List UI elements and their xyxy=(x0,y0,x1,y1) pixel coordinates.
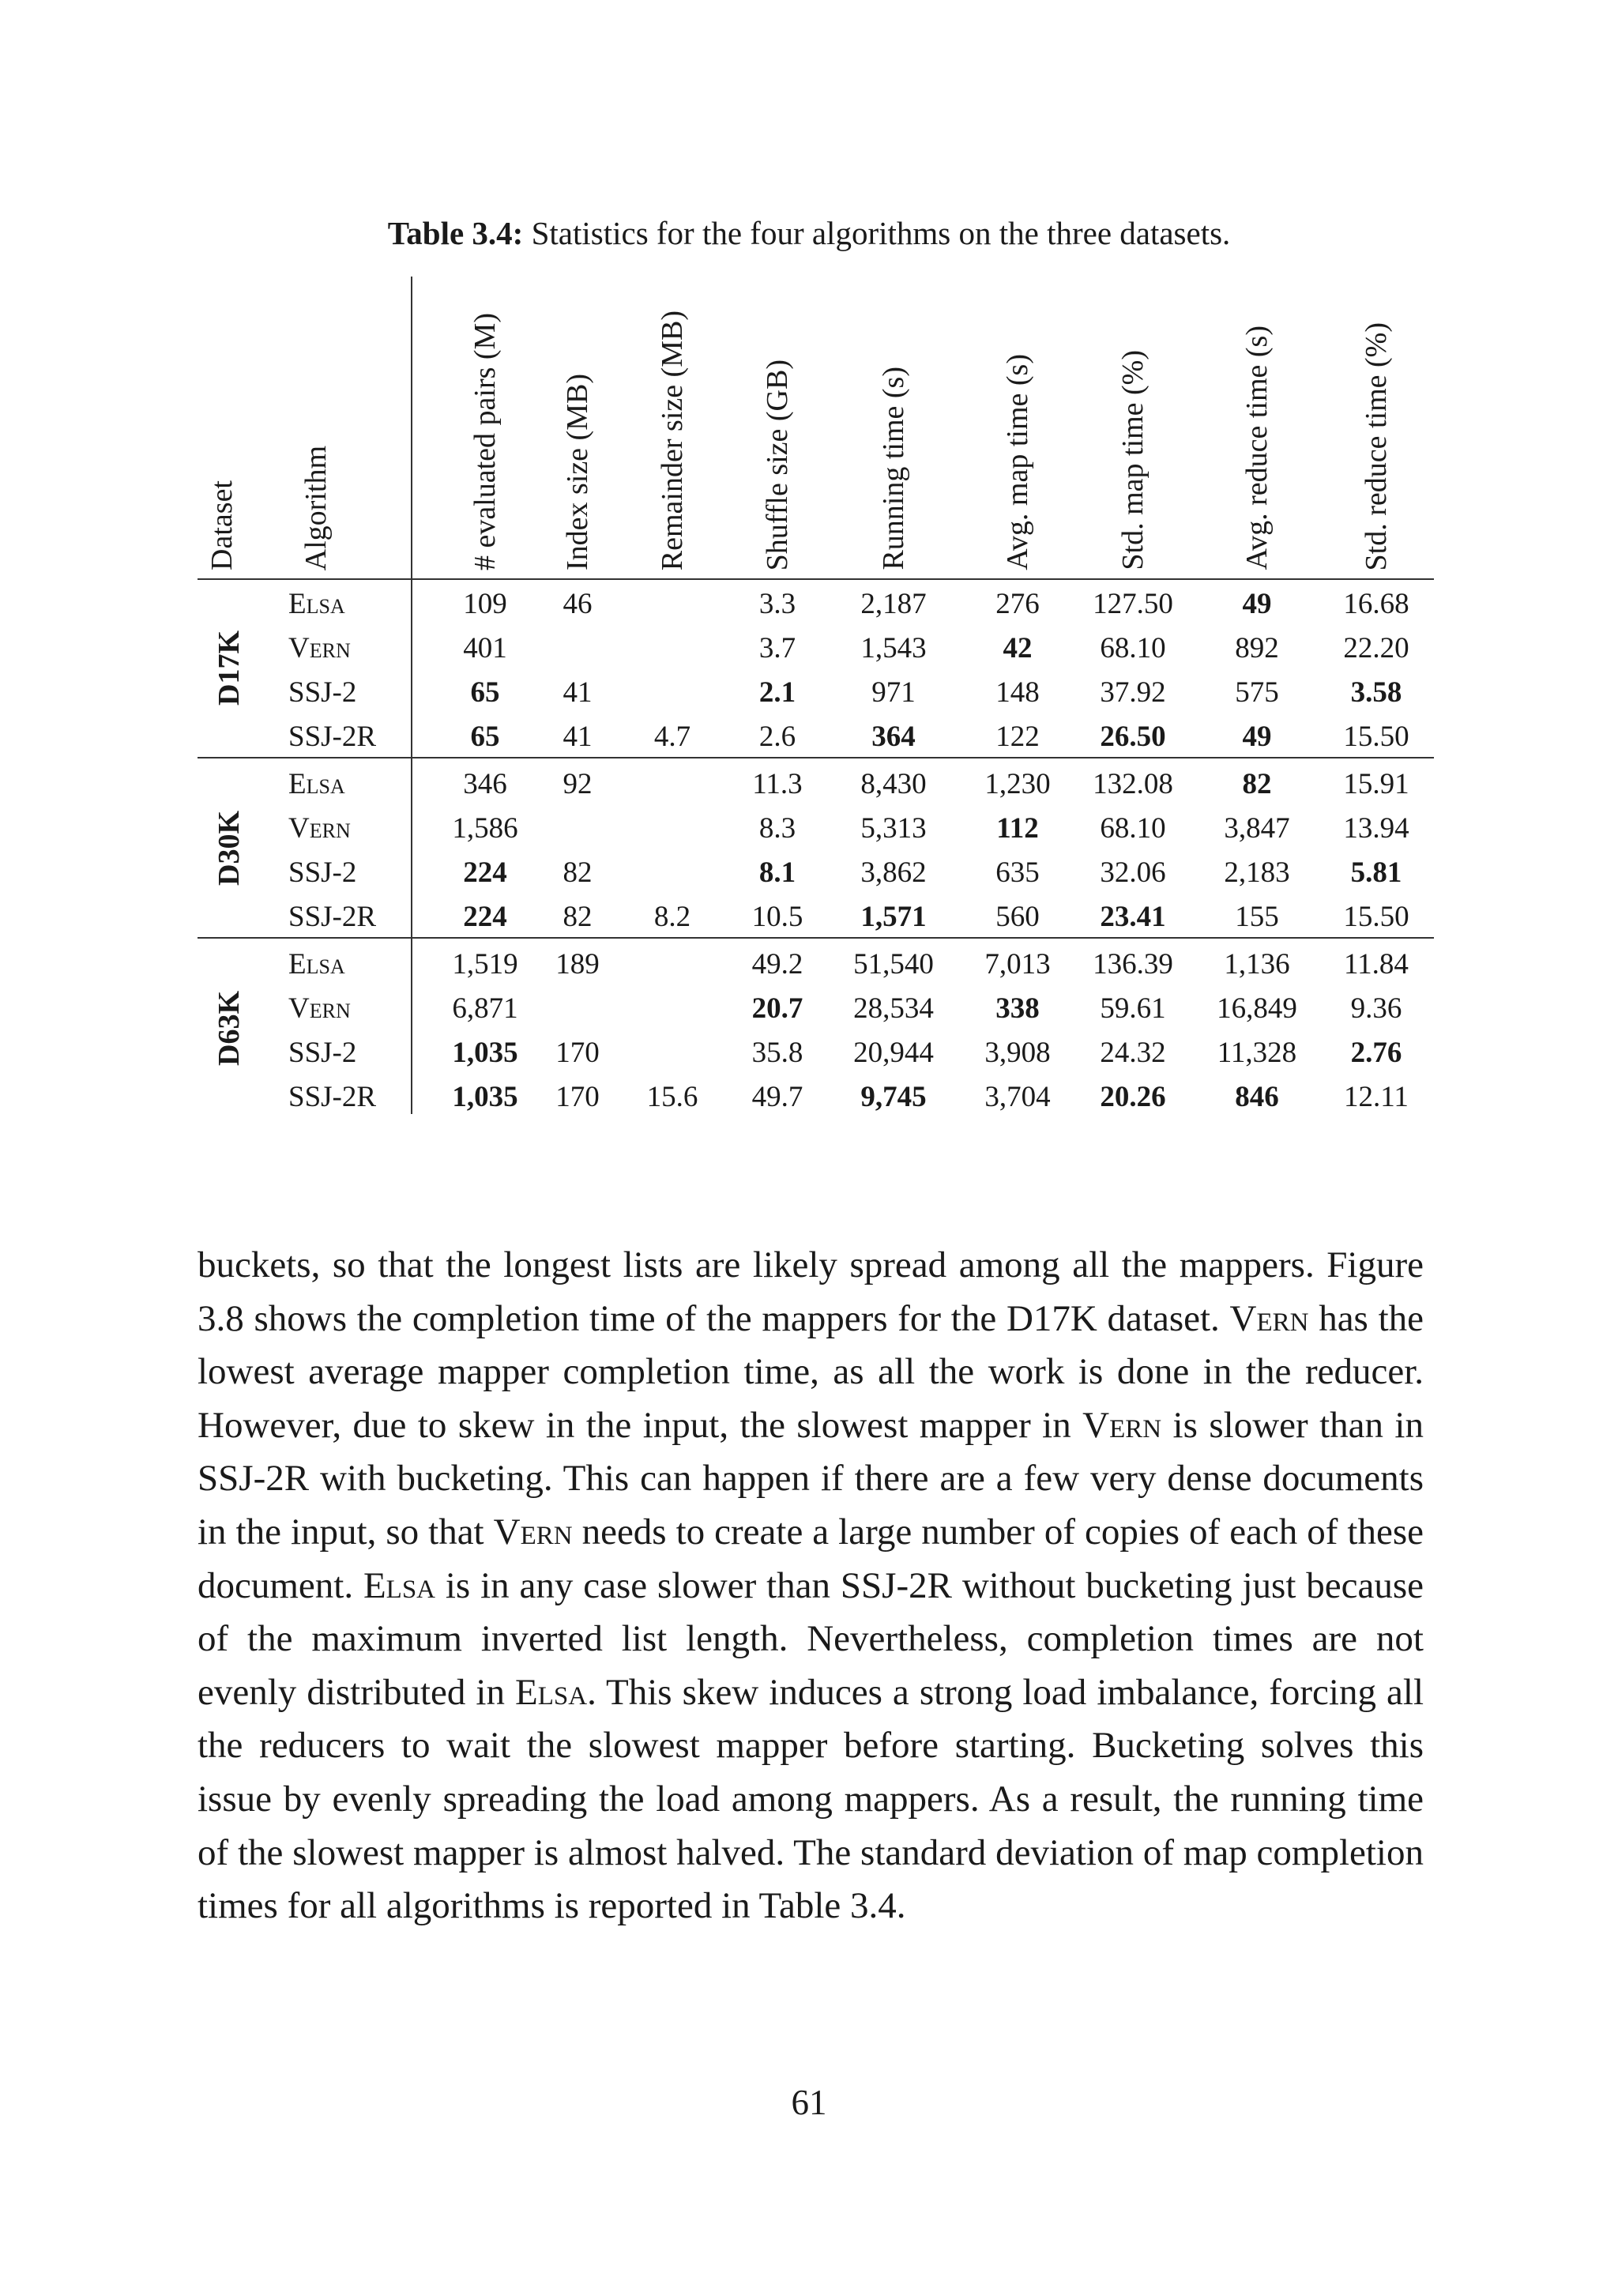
table-cell: 132.08 xyxy=(1093,768,1173,800)
table-cell: 41 xyxy=(563,721,593,753)
table-cell: 46 xyxy=(563,588,593,620)
table-cell: 4.7 xyxy=(653,721,691,753)
table-row xyxy=(198,943,1434,987)
table-row xyxy=(198,582,1434,627)
table-cell: 16,849 xyxy=(1217,992,1297,1025)
table-caption-label: Table 3.4: xyxy=(387,215,524,251)
page-number: 61 xyxy=(791,2083,827,2122)
table-cell: 5.81 xyxy=(1350,856,1402,889)
table-cell: 127.50 xyxy=(1093,588,1173,620)
table-cell: 15.50 xyxy=(1343,901,1409,933)
table-cell: 1,543 xyxy=(860,632,927,664)
table-cell: 49 xyxy=(1242,588,1272,620)
table-cell: 26.50 xyxy=(1100,721,1166,753)
table-cell: 65 xyxy=(470,676,500,709)
table-row xyxy=(198,987,1434,1031)
table-cell: 82 xyxy=(1242,768,1272,800)
table-cell: 20,944 xyxy=(853,1037,934,1069)
table-cell: 6,871 xyxy=(452,992,518,1025)
column-header: # evaluated pairs (M) xyxy=(468,312,502,570)
table-cell: 15.50 xyxy=(1343,721,1409,753)
table-cell: 170 xyxy=(555,1037,600,1069)
table-row xyxy=(198,807,1434,851)
algorithm-cell: SSJ-2R xyxy=(288,721,377,753)
column-header: Dataset xyxy=(205,480,239,570)
table-cell: 28,534 xyxy=(853,992,934,1025)
table-cell: 20.26 xyxy=(1100,1081,1166,1113)
table-header-row xyxy=(198,277,1434,578)
paragraph-text: is in any case slower than SSJ-2R without bucketing just because of the maximum inverted list length. Nevertheless, completion times are not evenly distributed in xyxy=(198,1564,1424,1713)
table-cell: 92 xyxy=(563,768,593,800)
table-cell: 3,862 xyxy=(860,856,927,889)
table-cell: 59.61 xyxy=(1100,992,1166,1025)
column-header: Std. map time (%) xyxy=(1116,350,1150,570)
table-cell xyxy=(617,987,728,1031)
paragraph-text: . This skew induces a strong load imbalance, forcing all the reducers to wait the slowest mapper before starting. Bucketing solves this issue by evenly spreading the load among mappers. As a result, the running time of the slowest mapper is almost halved. The standard deviation of map completion times for all algorithms is reported in Table 3.4. xyxy=(198,1671,1424,1927)
table-caption xyxy=(0,213,1618,253)
table-cell: 635 xyxy=(995,856,1040,889)
table-cell: 1,136 xyxy=(1224,948,1290,981)
table-cell: 65 xyxy=(470,721,500,753)
table-cell: 276 xyxy=(995,588,1040,620)
table-cell: 1,586 xyxy=(452,812,518,845)
algorithm-cell: Elsa xyxy=(288,948,345,981)
table-row xyxy=(198,1031,1434,1075)
table-row xyxy=(198,895,1434,939)
table-cell: 12.11 xyxy=(1344,1081,1409,1113)
table-cell: 37.92 xyxy=(1100,676,1166,709)
table-cell: 9.36 xyxy=(1350,992,1402,1025)
table-cell: 13.94 xyxy=(1343,812,1409,845)
table-cell: 2.6 xyxy=(758,721,796,753)
table-cell: 148 xyxy=(995,676,1040,709)
column-header: Std. reduce time (%) xyxy=(1360,322,1393,570)
algorithm-name: Elsa xyxy=(515,1671,588,1713)
table-cell: 3,704 xyxy=(984,1081,1051,1113)
column-header: Avg. map time (s) xyxy=(1001,354,1034,570)
table-cell: 8.3 xyxy=(758,812,796,845)
table-cell: 82 xyxy=(563,901,593,933)
table-cell: 68.10 xyxy=(1100,812,1166,845)
table-cell: 401 xyxy=(463,632,507,664)
table-row xyxy=(198,762,1434,807)
table-cell: 575 xyxy=(1235,676,1279,709)
algorithm-name: Vern xyxy=(1082,1404,1162,1446)
algorithm-column-rule xyxy=(411,277,412,1114)
table-cell: 8.2 xyxy=(653,901,691,933)
algorithm-cell: SSJ-2R xyxy=(288,901,377,933)
paragraph-text: is slower than in SSJ-2R with bucketing. This can happen if there are a few very dense documents in the input, so that xyxy=(198,1404,1424,1553)
table-cell: 35.8 xyxy=(751,1037,803,1069)
table-cell: 11.84 xyxy=(1344,948,1409,981)
table-cell: 971 xyxy=(871,676,916,709)
table-cell: 16.68 xyxy=(1343,588,1409,620)
column-header: Algorithm xyxy=(299,445,333,570)
table-cell: 5,313 xyxy=(860,812,927,845)
table-cell: 112 xyxy=(996,812,1039,845)
table-cell xyxy=(522,987,633,1031)
paragraph-text: buckets, so that the longest lists are likely spread among all the mappers. Figure 3.8 shows the completion time of the mappers for the D17K dataset. xyxy=(198,1244,1424,1339)
table-cell: 892 xyxy=(1235,632,1279,664)
table-cell: 49.7 xyxy=(751,1081,803,1113)
table-cell: 82 xyxy=(563,856,593,889)
table-row xyxy=(198,715,1434,759)
table-cell: 2,187 xyxy=(860,588,927,620)
table-cell: 32.06 xyxy=(1100,856,1166,889)
table-cell: 346 xyxy=(463,768,507,800)
table-cell: 7,013 xyxy=(984,948,1051,981)
paragraph-text: has the lowest average mapper completion time, as all the work is done in the reducer. However, due to skew in the input, the slowest mapper in xyxy=(198,1297,1424,1446)
table-cell: 189 xyxy=(555,948,600,981)
paragraph-text: needs to create a large number of copies of each of these document. xyxy=(198,1511,1424,1606)
dataset-name: D17K xyxy=(213,630,246,706)
table-cell: 1,035 xyxy=(452,1081,518,1113)
algorithm-name: Elsa xyxy=(363,1564,436,1606)
table-cell: 224 xyxy=(463,856,507,889)
table-cell xyxy=(522,807,633,851)
table-cell: 23.41 xyxy=(1100,901,1166,933)
algorithm-cell: Elsa xyxy=(288,588,345,620)
algorithm-name: Vern xyxy=(1229,1297,1309,1339)
table-cell: 1,571 xyxy=(860,901,927,933)
table-cell: 2.76 xyxy=(1350,1037,1402,1069)
body-paragraph xyxy=(198,1239,1424,1933)
table-cell: 1,035 xyxy=(452,1037,518,1069)
table-body xyxy=(198,578,1434,1117)
algorithm-cell: Vern xyxy=(288,812,351,845)
table-cell: 11.3 xyxy=(752,768,803,800)
statistics-table xyxy=(198,277,1434,1117)
table-cell: 338 xyxy=(995,992,1040,1025)
table-cell: 15.91 xyxy=(1343,768,1409,800)
algorithm-cell: Vern xyxy=(288,632,351,664)
table-cell xyxy=(617,1031,728,1075)
table-cell xyxy=(617,851,728,895)
table-cell xyxy=(617,807,728,851)
table-cell: 41 xyxy=(563,676,593,709)
dataset-group xyxy=(198,939,1434,1117)
table-row xyxy=(198,627,1434,671)
table-cell xyxy=(617,762,728,807)
table-cell: 49 xyxy=(1242,721,1272,753)
table-cell: 155 xyxy=(1235,901,1279,933)
algorithm-cell: SSJ-2 xyxy=(288,676,357,709)
column-header: Avg. reduce time (s) xyxy=(1240,326,1274,570)
dataset-name: D30K xyxy=(213,810,246,886)
table-cell: 170 xyxy=(555,1081,600,1113)
table-cell: 3,847 xyxy=(1224,812,1290,845)
table-row xyxy=(198,1075,1434,1120)
table-cell xyxy=(617,627,728,671)
table-cell: 8,430 xyxy=(860,768,927,800)
column-header: Shuffle size (GB) xyxy=(761,359,794,570)
table-row xyxy=(198,851,1434,895)
table-cell: 49.2 xyxy=(751,948,803,981)
algorithm-cell: SSJ-2R xyxy=(288,1081,377,1113)
algorithm-name: Vern xyxy=(493,1511,573,1553)
algorithm-cell: SSJ-2 xyxy=(288,1037,357,1069)
table-cell: 20.7 xyxy=(751,992,803,1025)
table-cell: 2,183 xyxy=(1224,856,1290,889)
table-cell: 3,908 xyxy=(984,1037,1051,1069)
table-cell: 51,540 xyxy=(853,948,934,981)
table-cell: 9,745 xyxy=(860,1081,927,1113)
dataset-group xyxy=(198,758,1434,939)
dataset-group xyxy=(198,578,1434,758)
table-cell: 42 xyxy=(1003,632,1033,664)
table-cell: 560 xyxy=(995,901,1040,933)
algorithm-cell: Elsa xyxy=(288,768,345,800)
table-cell: 10.5 xyxy=(751,901,803,933)
table-cell: 136.39 xyxy=(1093,948,1173,981)
table-cell: 364 xyxy=(871,721,916,753)
algorithm-cell: SSJ-2 xyxy=(288,856,357,889)
table-cell: 11,328 xyxy=(1217,1037,1297,1069)
table-cell: 122 xyxy=(995,721,1040,753)
table-cell: 3.58 xyxy=(1350,676,1402,709)
algorithm-cell: Vern xyxy=(288,992,351,1025)
table-row xyxy=(198,671,1434,715)
column-header: Running time (s) xyxy=(877,367,910,570)
column-header: Index size (MB) xyxy=(561,373,594,570)
dataset-name: D63K xyxy=(213,990,246,1066)
column-header: Remainder size (MB) xyxy=(656,310,689,570)
table-cell: 2.1 xyxy=(758,676,796,709)
table-cell xyxy=(522,627,633,671)
table-cell xyxy=(617,582,728,627)
table-cell: 109 xyxy=(463,588,507,620)
table-cell: 8.1 xyxy=(758,856,796,889)
table-cell: 22.20 xyxy=(1343,632,1409,664)
table-cell: 24.32 xyxy=(1100,1037,1166,1069)
table-cell: 15.6 xyxy=(646,1081,698,1113)
table-cell xyxy=(617,943,728,987)
table-cell: 1,230 xyxy=(984,768,1051,800)
table-cell: 1,519 xyxy=(452,948,518,981)
table-cell: 224 xyxy=(463,901,507,933)
table-cell: 846 xyxy=(1235,1081,1279,1113)
table-cell: 68.10 xyxy=(1100,632,1166,664)
table-cell xyxy=(617,671,728,715)
table-cell: 3.7 xyxy=(758,632,796,664)
table-cell: 3.3 xyxy=(758,588,796,620)
table-caption-text: Statistics for the four algorithms on the three datasets. xyxy=(531,215,1231,251)
